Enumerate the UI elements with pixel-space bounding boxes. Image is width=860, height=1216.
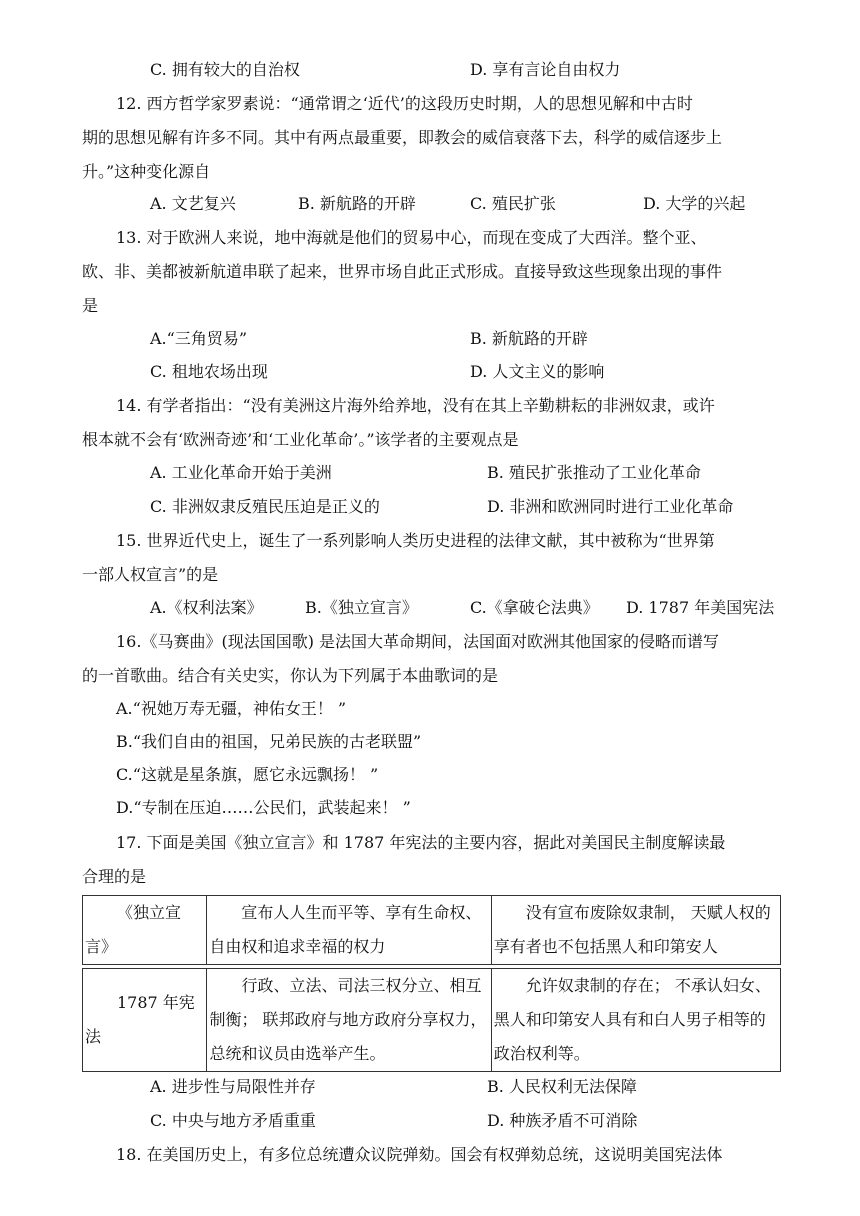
q13-stem-line3: 是 bbox=[82, 296, 99, 315]
q13-stem-line1: 13. 对于欧洲人来说，地中海就是他们的贸易中心，而现在变成了大西洋。整个亚、 bbox=[116, 228, 707, 247]
q15-option-a[interactable]: A.《权利法案》 bbox=[150, 598, 263, 617]
q17-table-row2 bbox=[82, 968, 781, 1072]
q12-stem-line3: 升。”这种变化源自 bbox=[82, 162, 211, 181]
table-row bbox=[83, 969, 781, 1072]
q16-stem-line2: 的一首歌曲。结合有关史实，你认为下列属于本曲歌词的是 bbox=[82, 666, 499, 685]
table-cell-limit: 没有宣布废除奴隶制， 天赋人权的享有者也不包括黑人和印第安人 bbox=[491, 896, 780, 965]
q15-option-d[interactable]: D. 1787 年美国宪法 bbox=[626, 598, 775, 617]
q17-option-a[interactable]: A. 进步性与局限性并存 bbox=[150, 1077, 316, 1096]
table-cell-content: 宣布人人生而平等、享有生命权、自由权和追求幸福的权力 bbox=[207, 896, 491, 965]
q17-stem-line1: 17. 下面是美国《独立宣言》和 1787 年宪法的主要内容，据此对美国民主制度解读最 bbox=[116, 833, 726, 852]
q16-option-d[interactable]: D.“专制在压迫……公民们，武装起来！ ” bbox=[116, 798, 411, 817]
q15-stem-line2: 一部人权宣言”的是 bbox=[82, 565, 219, 584]
q16-option-c[interactable]: C.“这就是星条旗，愿它永远飘扬！ ” bbox=[116, 765, 379, 784]
table-cell-name: 1787 年宪法 bbox=[83, 969, 207, 1072]
q11-option-d[interactable]: D. 享有言论自由权力 bbox=[470, 60, 621, 79]
q16-option-a[interactable]: A.“祝她万寿无疆，神佑女王！ ” bbox=[116, 699, 347, 718]
q12-option-a[interactable]: A. 文艺复兴 bbox=[150, 194, 236, 213]
q17-option-b[interactable]: B. 人民权利无法保障 bbox=[487, 1077, 637, 1096]
q17-option-d[interactable]: D. 种族矛盾不可消除 bbox=[487, 1111, 638, 1130]
q13-option-c[interactable]: C. 租地农场出现 bbox=[150, 362, 268, 381]
q12-option-b[interactable]: B. 新航路的开辟 bbox=[298, 194, 416, 213]
q13-option-a[interactable]: A.“三角贸易” bbox=[150, 329, 248, 348]
q12-option-d[interactable]: D. 大学的兴起 bbox=[643, 194, 746, 213]
q12-stem-line2: 期的思想见解有许多不同。其中有两点最重要，即教会的威信衰落下去，科学的威信逐步上 bbox=[82, 128, 723, 147]
q14-stem-line2: 根本就不会有‘欧洲奇迹’和‘工业化革命’。”该学者的主要观点是 bbox=[82, 430, 519, 449]
table-row bbox=[83, 896, 781, 965]
q13-option-b[interactable]: B. 新航路的开辟 bbox=[470, 329, 588, 348]
q14-option-a[interactable]: A. 工业化革命开始于美洲 bbox=[150, 463, 332, 482]
q17-table-row1 bbox=[82, 895, 781, 965]
q12-stem-line1: 12. 西方哲学家罗素说：“通常谓之‘近代’的这段历史时期，人的思想见解和中古时 bbox=[116, 94, 693, 113]
q15-option-c[interactable]: C.《拿破仑法典》 bbox=[470, 598, 599, 617]
q16-stem-line1: 16.《马赛曲》(现法国国歌) 是法国大革命期间，法国面对欧洲其他国家的侵略而谱写 bbox=[116, 632, 720, 651]
table-cell-content: 行政、立法、司法三权分立、相互制衡； 联邦政府与地方政府分享权力，总统和议员由选举产生。 bbox=[207, 969, 491, 1072]
q12-option-c[interactable]: C. 殖民扩张 bbox=[470, 194, 556, 213]
q17-option-c[interactable]: C. 中央与地方矛盾重重 bbox=[150, 1111, 316, 1130]
table-cell-limit: 允许奴隶制的存在； 不承认妇女、黑人和印第安人具有和白人男子相等的政治权利等。 bbox=[491, 969, 780, 1072]
q15-stem-line1: 15. 世界近代史上，诞生了一系列影响人类历史进程的法律文献，其中被称为“世界第 bbox=[116, 531, 715, 550]
q11-option-c[interactable]: C. 拥有较大的自治权 bbox=[150, 60, 300, 79]
q14-stem-line1: 14. 有学者指出：“没有美洲这片海外给养地，没有在其上辛勤耕耘的非洲奴隶，或许 bbox=[116, 396, 715, 415]
q17-stem-line2: 合理的是 bbox=[82, 867, 147, 886]
q13-stem-line2: 欧、非、美都被新航道串联了起来，世界市场自此正式形成。直接导致这些现象出现的事件 bbox=[82, 262, 723, 281]
q15-option-b[interactable]: B.《独立宣言》 bbox=[305, 598, 418, 617]
table-cell-name: 《独立宣言》 bbox=[83, 896, 207, 965]
q14-option-b[interactable]: B. 殖民扩张推动了工业化革命 bbox=[487, 463, 701, 482]
q14-option-d[interactable]: D. 非洲和欧洲同时进行工业化革命 bbox=[487, 497, 734, 516]
q14-option-c[interactable]: C. 非洲奴隶反殖民压迫是正义的 bbox=[150, 497, 380, 516]
q13-option-d[interactable]: D. 人文主义的影响 bbox=[470, 362, 605, 381]
q18-stem-line1: 18. 在美国历史上，有多位总统遭众议院弹劾。国会有权弹劾总统，这说明美国宪法体 bbox=[116, 1145, 723, 1164]
q16-option-b[interactable]: B.“我们自由的祖国，兄弟民族的古老联盟” bbox=[116, 732, 422, 751]
